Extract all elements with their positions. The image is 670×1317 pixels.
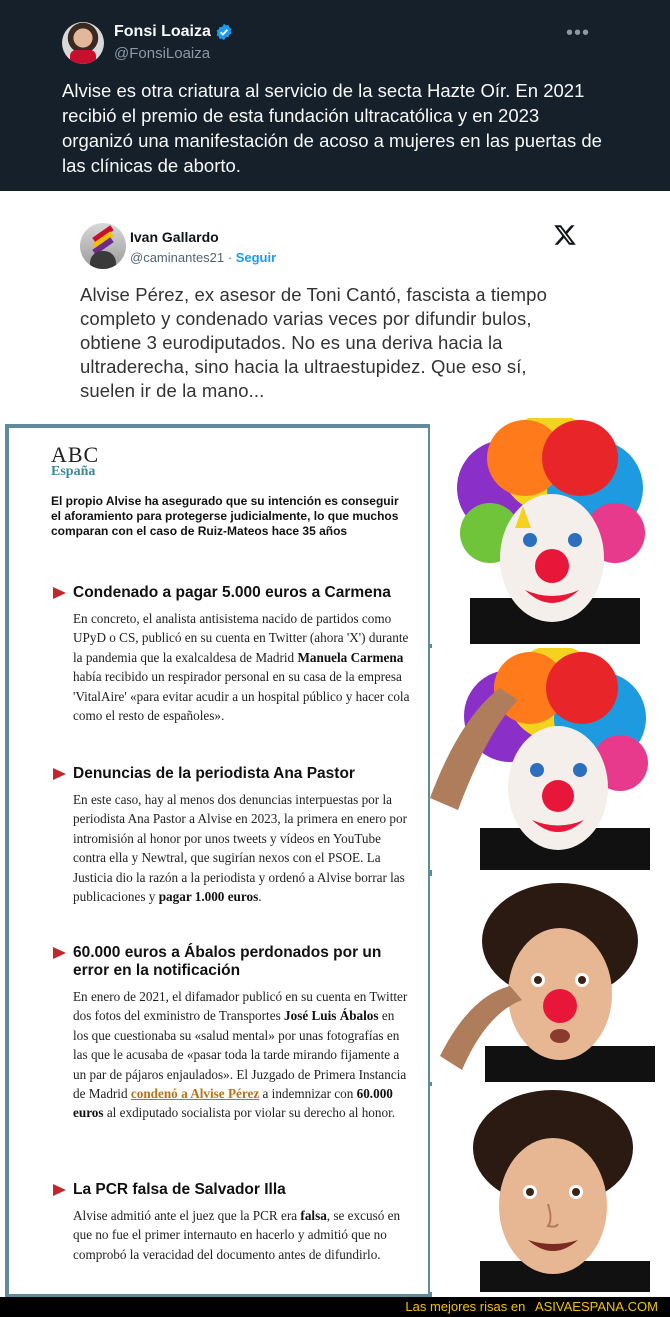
author-avatar[interactable] <box>62 22 104 64</box>
red-arrow-icon <box>53 947 66 959</box>
quoted-author-meta <box>130 250 276 265</box>
section-body: En enero de 2021, el difamador publicó en su cuenta en Twitter dos fotos del exministro de Transportes José Luis Ábalos en los que cuestionaba su «salud mental» por unas fotografías en las que le acusaba de «pasar toda la tarde mirando fijamente a un par de pájaros enjaulados». El Juzgado de Primera Instancia de Madrid condenó a Alvise Pérez a indemnizar con 60.000 euros al exdiputado socialista por violar su derecho al honor. <box>73 989 408 1121</box>
quoted-author-name[interactable]: Ivan Gallardo <box>130 229 219 245</box>
section-heading <box>51 584 411 602</box>
section-heading-text: La PCR falsa de Salvador Illa <box>73 1181 286 1198</box>
bold-amount: 60.000 euros <box>73 1086 393 1121</box>
abc-logo: ABC <box>51 442 100 467</box>
section-body: En concreto, el analista antisistema nacido de partidos como UPyD o CS, publicó en su cuenta en Twitter (ahora 'X') durante la pandemia que la exalcaldesa de Madrid Manuela Carmena había recibido un respirador personal en su casa de la empresa 'VitalAire' «para evitar acudir a un hospital público y hacer cola como el resto de españoles». <box>73 611 410 724</box>
article-section-4 <box>51 1181 411 1264</box>
tweet-text: Alvise es otra criatura al servicio de la secta Hazte Oír. En 2021 recibió el premio de esta fundación ultracatólica y en 2023 organizó una manifestación de acoso a mujeres en las puertas de las clínicas de aborto. <box>62 80 602 176</box>
article-section-label: España <box>51 464 96 479</box>
author-name[interactable]: Fonsi Loaiza <box>114 23 211 40</box>
bold-word: falsa <box>300 1208 327 1223</box>
bold-amount: pagar 1.000 euros <box>158 889 259 905</box>
x-logo-icon[interactable] <box>553 223 577 247</box>
quoted-author-avatar[interactable] <box>80 223 126 269</box>
article-section-3 <box>51 944 411 1123</box>
article-lede: El propio Alvise ha asegurado que su intención es conseguir el aforamiento para protegerse judicialmente, lo que muchos comparan con el caso de Ruiz-Mateos hace 35 años <box>51 494 399 538</box>
clown-image-3 <box>430 876 666 1082</box>
article-section-2 <box>51 765 411 906</box>
meta-separator: · <box>224 250 236 265</box>
verified-badge-icon <box>215 23 233 41</box>
bold-name: Manuela Carmena <box>297 649 404 665</box>
section-heading-text: Denuncias de la periodista Ana Pastor <box>73 765 355 782</box>
section-body: Alvise admitió ante el juez que la PCR era falsa, se excusó en que no fue el primer internauto en hacerlo y admitió que no comprobó la veracidad del documento antes de difundirlo. <box>73 1208 401 1262</box>
quoted-author-handle[interactable]: @caminantes21 <box>130 250 225 265</box>
section-heading-text: Condenado a pagar 5.000 euros a Carmena <box>73 584 391 601</box>
more-options-icon[interactable]: ••• <box>566 22 591 44</box>
footer-prefix: Las mejores risas en <box>405 1299 529 1314</box>
section-heading <box>51 765 411 783</box>
bold-name: José Luis Ábalos <box>284 1008 379 1024</box>
article-section-1 <box>51 584 411 725</box>
red-arrow-icon <box>53 587 66 599</box>
section-heading-text: 60.000 euros a Ábalos perdonados por un error en la notificación <box>73 944 382 979</box>
section-heading <box>51 1181 411 1199</box>
red-arrow-icon <box>53 1184 66 1196</box>
red-arrow-icon <box>53 768 66 780</box>
clown-image-2 <box>430 648 666 870</box>
author-handle[interactable]: @FonsiLoaiza <box>114 45 211 62</box>
follow-button[interactable]: Seguir <box>235 250 277 265</box>
clown-image-4 <box>430 1086 666 1292</box>
footer-site-link[interactable]: ASIVAESPANA.COM <box>534 1299 658 1314</box>
abc-article-screenshot <box>5 424 432 1298</box>
section-heading <box>51 944 411 980</box>
main-tweet <box>0 0 670 191</box>
clown-image-1 <box>430 418 666 644</box>
watermark-footer <box>0 1297 670 1317</box>
article-link[interactable]: condenó a Alvise Pérez <box>130 1086 260 1102</box>
quoted-tweet-text: Alvise Pérez, ex asesor de Toni Cantó, fascista a tiempo completo y condenado varias veces por difundir bulos, obtiene 3 eurodiputados. No es una deriva hacia la ultraderecha, sino hacia la ultraestupidez. Que eso sí, suelen ir de la mano... <box>80 284 547 401</box>
section-body: En este caso, hay al menos dos denuncias interpuestas por la periodista Ana Pastor a Alvise en 2023, la primera en enero por intromisión al honor por unos tweets y vídeos en YouTube contra ella y Newtral, que sugirían nexos con el PSOE. La Justicia dio la razón a la periodista y ordenó a Alvise borrar las publicaciones y pagar 1.000 euros. <box>73 792 407 905</box>
